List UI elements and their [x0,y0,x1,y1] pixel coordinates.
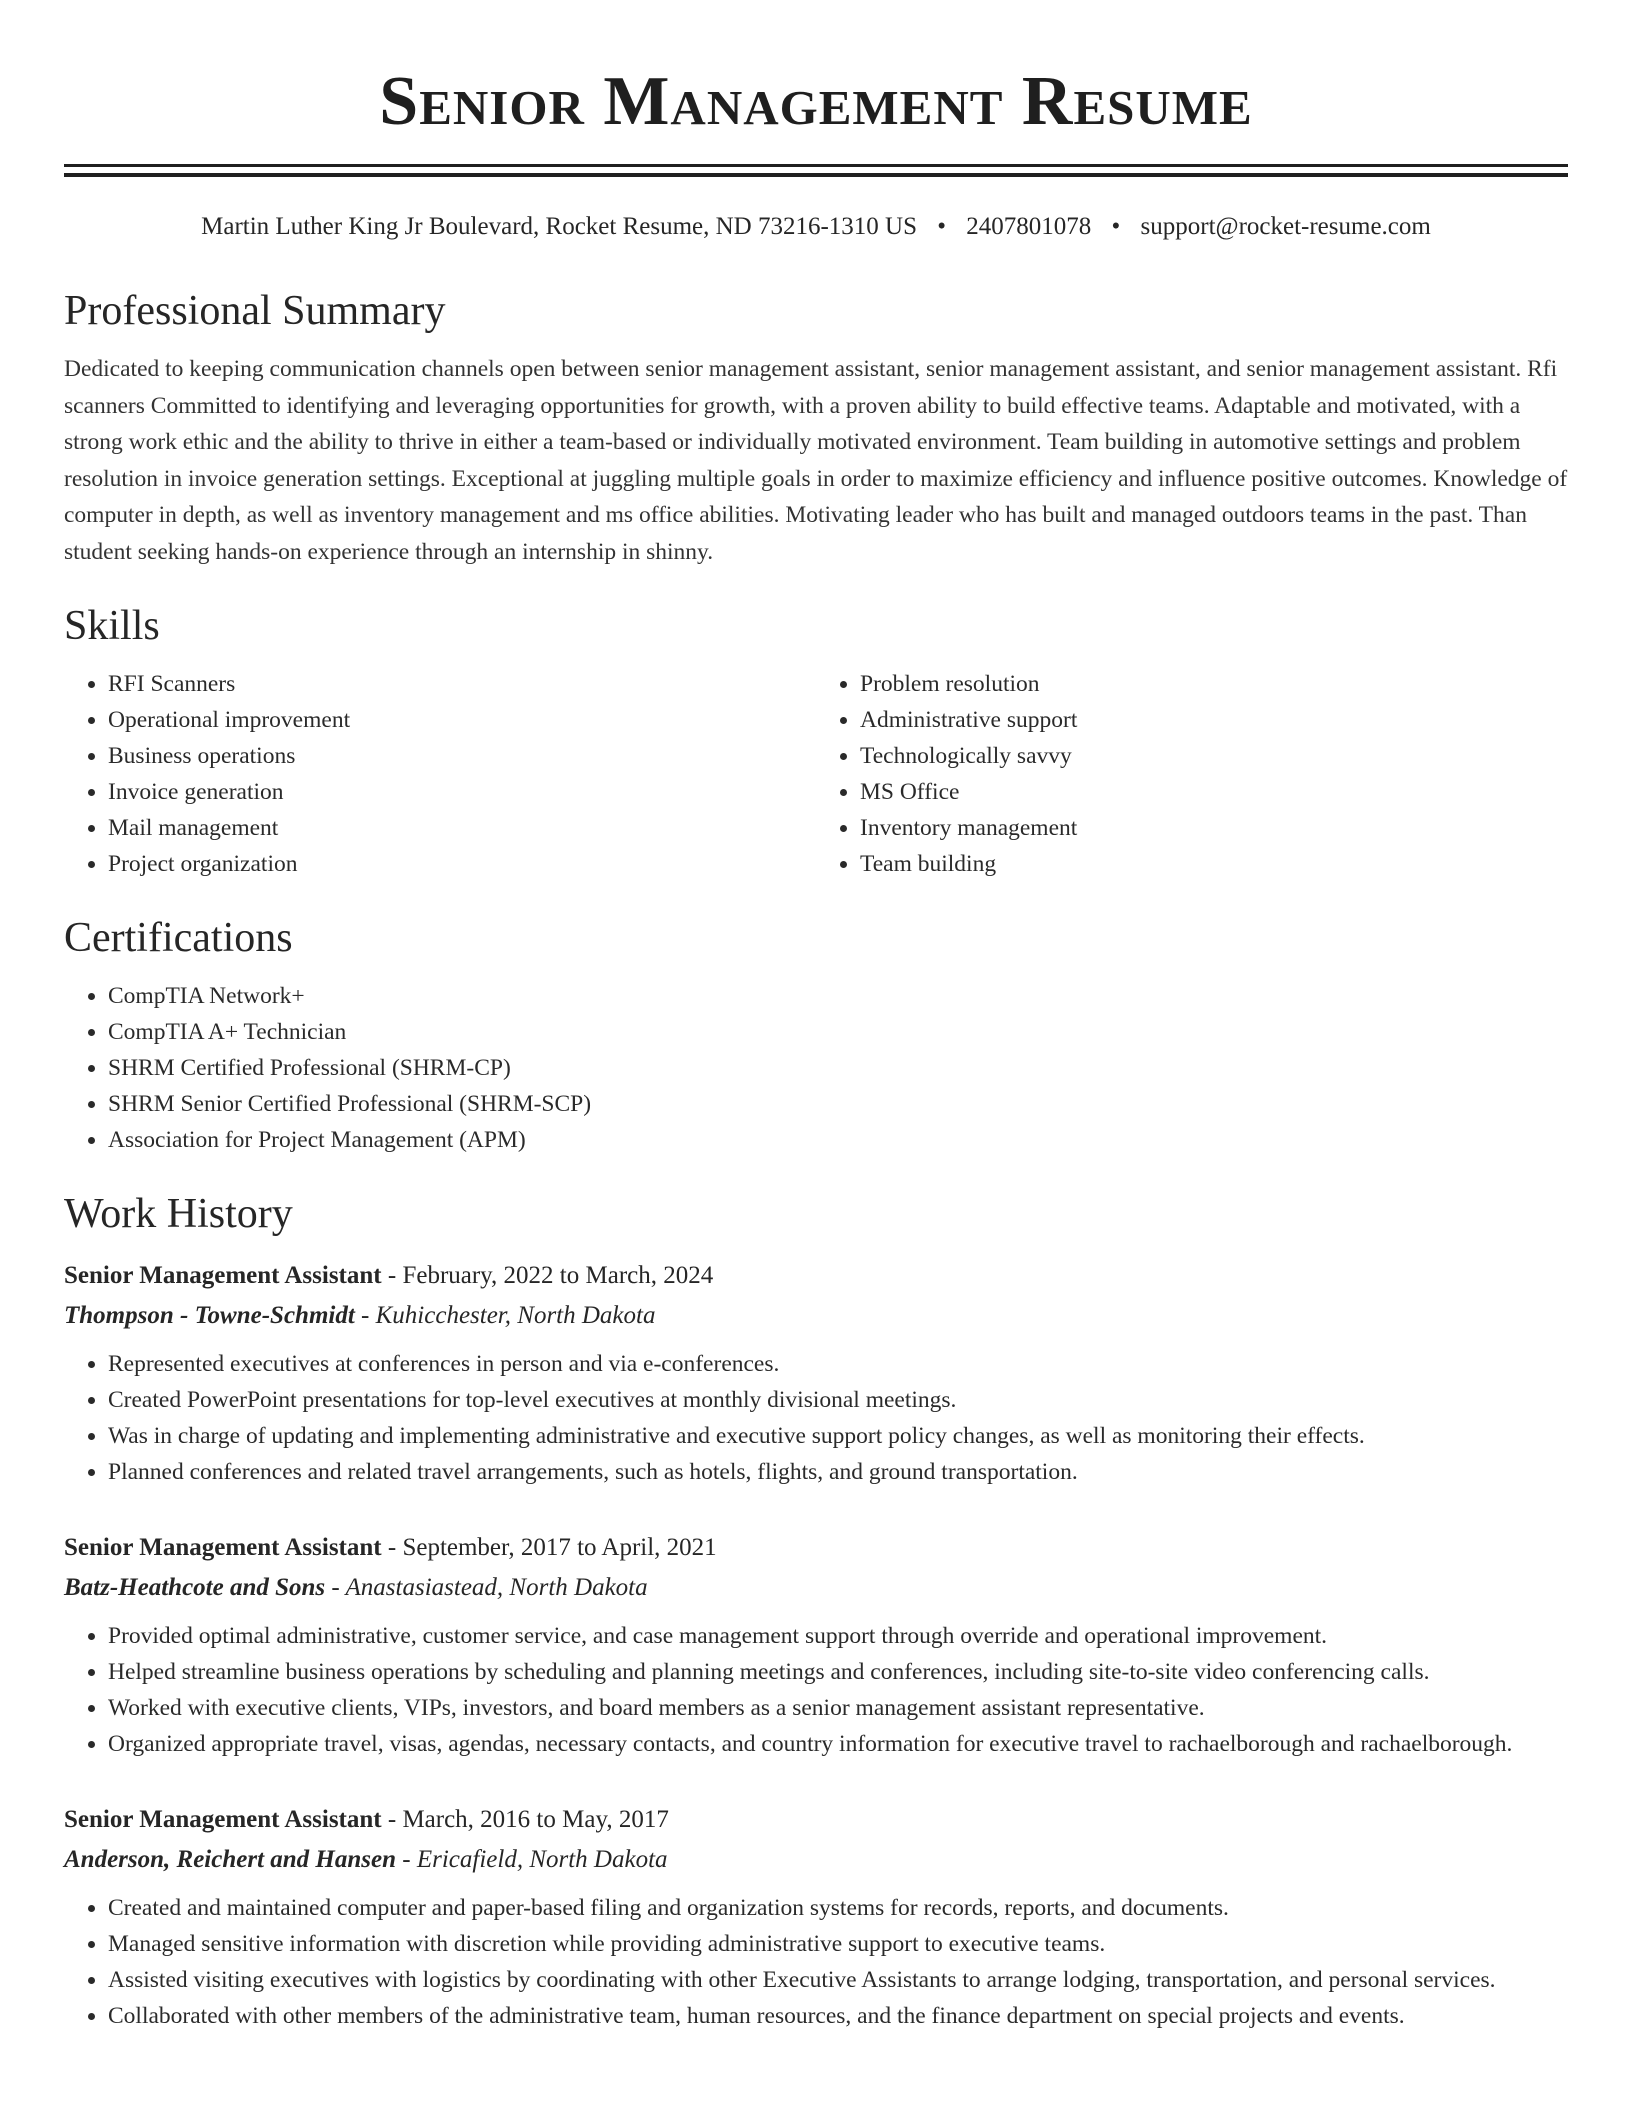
skill-item: • Technologically savvy [860,738,1568,774]
job-company: Anderson, Reichert and Hansen [64,1846,397,1873]
job-title-line: Senior Management Assistant - September, 2017 to April, 2021 [64,1534,717,1561]
contact-phone: 2407801078 [966,213,1092,240]
job-entry [64,1800,1568,2034]
contact-email: support@rocket-resume.com [1140,213,1431,240]
job-title-line: Senior Management Assistant - February, 2022 to March, 2024 [64,1262,714,1289]
job-bullet: • Created and maintained computer and paper-based filing and organization systems for records, reports, and documents. [108,1890,1568,1926]
skill-item: • Inventory management [860,810,1568,846]
job-bullets [64,1618,1568,1762]
skill-item: • Administrative support [860,702,1568,738]
skill-item: • Mail management [108,810,816,846]
job-location: Anastasiastead, North Dakota [345,1574,648,1601]
job-bullet: • Provided optimal administrative, customer service, and case management support through override and operational improvement. [108,1618,1568,1654]
job-title: Senior Management Assistant [64,1262,382,1289]
contact-line [64,211,1568,243]
job-bullet: • Collaborated with other members of the administrative team, human resources, and the finance department on special projects and events. [108,1998,1568,2034]
job-title: Senior Management Assistant [64,1806,382,1833]
title-rule-top [64,164,1568,167]
skill-item: • MS Office [860,774,1568,810]
resume-content [64,0,1568,2034]
job-bullets [64,1890,1568,2034]
job-bullet: • Planned conferences and related travel arrangements, such as hotels, flights, and ground transportation. [108,1454,1568,1490]
skills-list-left [64,666,816,882]
job-title: Senior Management Assistant [64,1534,382,1561]
job-company: Batz-Heathcote and Sons [64,1574,326,1601]
certification-item: • SHRM Certified Professional (SHRM-CP) [108,1050,1568,1086]
job-company-line: Batz-Heathcote and Sons - Anastasiastead, North Dakota [64,1574,648,1601]
job-bullet: • Assisted visiting executives with logistics by coordinating with other Executive Assistants to arrange lodging, transportation, and personal services. [108,1962,1568,1998]
certification-item: • Association for Project Management (APM) [108,1122,1568,1158]
job-company-line: Thompson - Towne-Schmidt - Kuhicchester, North Dakota [64,1302,656,1329]
job-entry [64,1256,1568,1490]
certifications-heading: Certifications [64,915,293,961]
work-history-heading: Work History [64,1191,293,1237]
skill-item: • Operational improvement [108,702,816,738]
job-bullet: • Managed sensitive information with discretion while providing administrative support to executive teams. [108,1926,1568,1962]
certifications-list [64,978,1568,1158]
job-bullets [64,1346,1568,1490]
certification-item: • SHRM Senior Certified Professional (SHRM-SCP) [108,1086,1568,1122]
skills-grid [64,666,1568,882]
job-bullet: • Helped streamline business operations by scheduling and planning meetings and conferences, including site-to-site video conferencing calls. [108,1654,1568,1690]
summary-heading: Professional Summary [64,288,446,334]
certification-item: • CompTIA A+ Technician [108,1014,1568,1050]
skill-item: • Problem resolution [860,666,1568,702]
job-location: Kuhicchester, North Dakota [375,1302,656,1329]
skill-item: • RFI Scanners [108,666,816,702]
job-bullet: • Created PowerPoint presentations for top-level executives at monthly divisional meetings. [108,1382,1568,1418]
job-bullet: • Organized appropriate travel, visas, agendas, necessary contacts, and country information for executive travel to rachaelborough and rachaelborough. [108,1726,1568,1762]
job-dates: March, 2016 to May, 2017 [402,1806,669,1833]
skill-item: • Project organization [108,846,816,882]
job-location: Ericafield, North Dakota [416,1846,668,1873]
skill-item: • Business operations [108,738,816,774]
contact-separator: • [1111,213,1121,240]
skill-item: • Team building [860,846,1568,882]
job-entry [64,1528,1568,1762]
job-bullet: • Worked with executive clients, VIPs, investors, and board members as a senior management assistant representative. [108,1690,1568,1726]
job-company: Thompson - Towne-Schmidt [64,1302,355,1329]
job-bullet: • Represented executives at conferences in person and via e-conferences. [108,1346,1568,1382]
contact-separator: • [937,213,947,240]
summary-text: Dedicated to keeping communication channels open between senior management assistant, senior management assistant, and senior management assistant. Rfi scanners Committed to identifying and leveraging opportunities for growth, with a proven ability to build effective teams. Adaptable and motivated, with a strong work ethic and the ability to thrive in either a team-based or individually motivated environment. Team building in automotive settings and problem resolution in invoice generation settings. Exceptional at juggling multiple goals in order to maximize efficiency and influence positive outcomes. Knowledge of computer in depth, as well as inventory management and ms office abilities. Motivating leader who has built and managed outdoors teams in the past. Than student seeking hands-on experience through an internship in shinny. [64,356,1568,565]
skill-item: • Invoice generation [108,774,816,810]
skills-list-right [816,666,1568,882]
job-dates: February, 2022 to March, 2024 [402,1262,714,1289]
title-rule-bottom [64,173,1568,177]
job-bullet: • Was in charge of updating and implementing administrative and executive support policy changes, as well as monitoring their effects. [108,1418,1568,1454]
job-company-line: Anderson, Reichert and Hansen - Ericafield, North Dakota [64,1846,668,1873]
certification-item: • CompTIA Network+ [108,978,1568,1014]
skills-heading: Skills [64,603,160,649]
job-dates: September, 2017 to April, 2021 [402,1534,717,1561]
contact-address: Martin Luther King Jr Boulevard, Rocket Resume, ND 73216-1310 US [201,213,918,240]
resume-title: Senior Management Resume [379,63,1253,140]
job-title-line: Senior Management Assistant - March, 2016 to May, 2017 [64,1806,669,1833]
